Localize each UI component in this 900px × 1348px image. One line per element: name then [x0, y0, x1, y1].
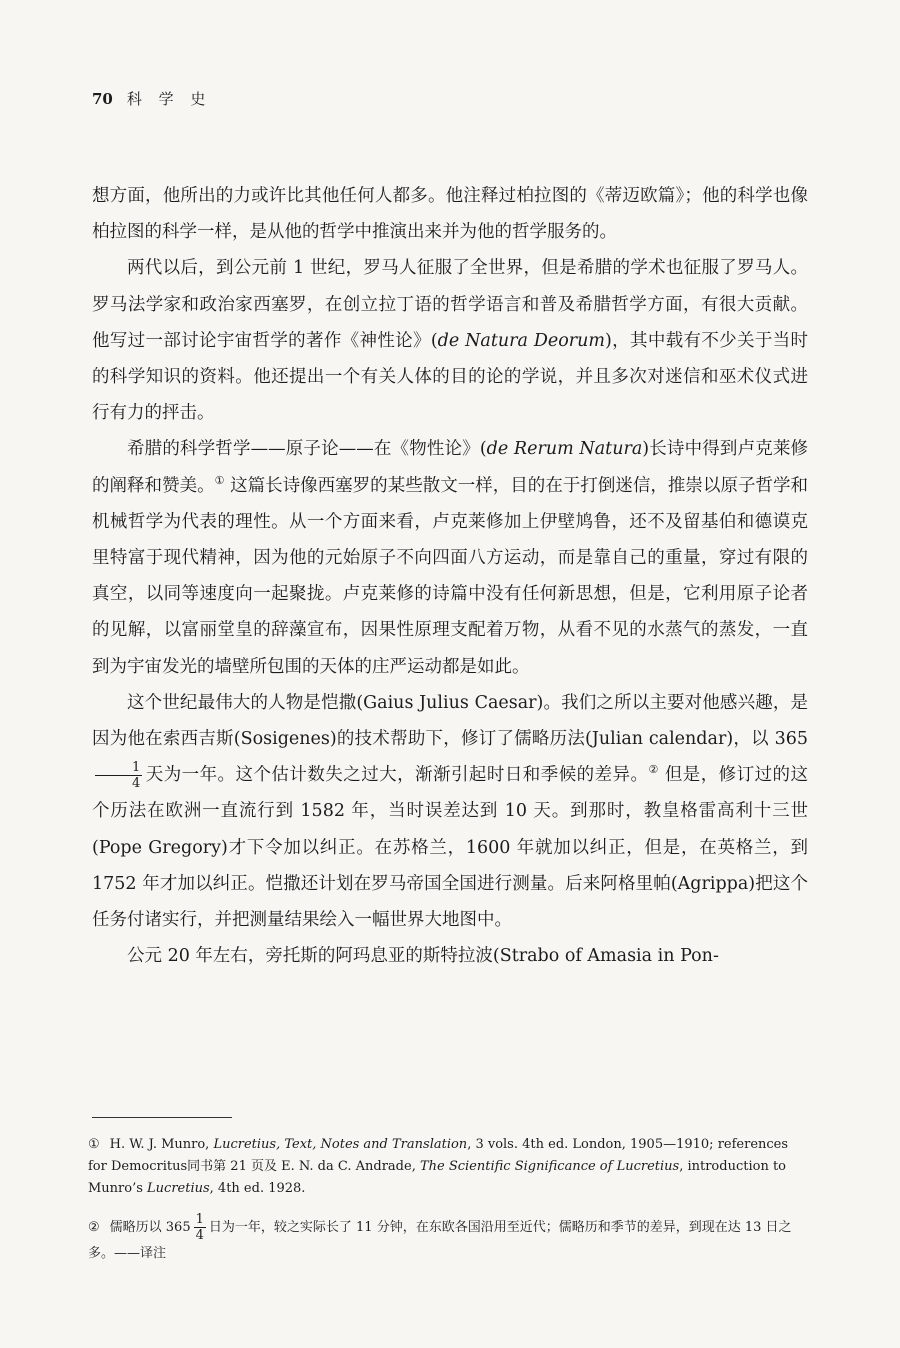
footnote-ref-1[interactable]: ① — [214, 473, 225, 487]
running-title: 科 学 史 — [126, 90, 212, 108]
footnote-1-text-b: , 3 vols. 4th ed. London, 1905—1910; references for Democritus同书第 21 页及 E. N. da C. Andrade, — [88, 1137, 789, 1174]
footnote-1 — [88, 1134, 810, 1200]
footnote-1-title-1: Lucretius, Text, Notes and Translation — [213, 1137, 468, 1152]
fraction-numerator: 1 — [95, 760, 142, 776]
latin-title-de-rerum-natura: de Rerum Natura — [486, 439, 643, 460]
paragraph-3-text-c: 这篇长诗像西塞罗的某些散文一样，目的在于打倒迷信，推崇以原子哲学和机械哲学为代表的理性。从一个方面来看，卢克莱修加上伊壁鸠鲁，还不及留基伯和德谟克里特富于现代精神，因为他的元始原子不向四面八方运动，而是靠自己的重量，穿过有限的真空，以同等速度向一起聚拢。卢克莱修的诗篇中没有任何新思想，但是，它利用原子论者的见解，以富丽堂皇的辞藻宣布，因果性原理支配着万物，从看不见的水蒸气的蒸发，一直到为宇宙发光的墙壁所包围的天体的庄严运动都是如此。 — [92, 475, 809, 677]
footnote-2 — [88, 1212, 810, 1265]
footnote-fraction-numerator: 1 — [195, 1212, 204, 1227]
footnote-fraction — [194, 1212, 206, 1243]
footnote-2-text-b: 日为一年，较之实际长了 11 分钟，在东欧各国沿用至近代；儒略历和季节的差异，到现在达 13 日之多。——译注 — [88, 1220, 792, 1261]
fraction-denominator: 4 — [132, 776, 141, 792]
paragraph-4-text-a: 这个世纪最伟大的人物是恺撒(Gaius Julius Caesar)。我们之所以主要对他感兴趣，是因为他在索西吉斯(Sosigenes)的技术帮助下，修订了儒略历法(Julian calendar)，以 365 — [92, 692, 808, 750]
fraction-one-quarter — [95, 760, 142, 791]
paragraph-4 — [92, 685, 808, 938]
footnote-1-title-2: The Scientific Significance of Lucretius — [419, 1159, 680, 1174]
footnote-2-mark: ② — [88, 1220, 100, 1235]
paragraph-3 — [92, 431, 808, 684]
paragraph-3-text-b: )长诗中得到卢克莱修的阐释和赞美。 — [92, 439, 809, 496]
paragraph-2-text-b: )，其中载有不少关于当时的科学知识的资料。他还提出一个有关人体的目的论的学说，并且多次对迷信和巫术仪式进行有力的抨击。 — [92, 330, 809, 424]
footnote-1-mark: ① — [88, 1137, 100, 1152]
running-header — [92, 88, 211, 109]
footnote-divider — [92, 1117, 232, 1118]
paragraph-4-text-c: 但是，修订过的这个历法在欧洲一直流行到 1582 年，当时误差达到 10 天。到那时，教皇格雷高利十三世(Pope Gregory)才下令加以纠正。在苏格兰，1600 年就加以纠正，但是，在英格兰，到 1752 年才加以纠正。恺撒还计划在罗马帝国全国进行测量。后来阿格里帕(Agrippa)把这个任务付诸实行，并把测量结果绘入一幅世界大地图中。 — [92, 765, 808, 931]
paragraph-2 — [92, 250, 808, 431]
paragraph-2-text-a: 两代以后，到公元前 1 世纪，罗马人征服了全世界，但是希腊的学术也征服了罗马人。罗马法学家和政治家西塞罗，在创立拉丁语的哲学语言和普及希腊哲学方面，有很大贡献。他写过一部讨论宇宙哲学的著作《神性论》( — [92, 258, 808, 351]
paragraph-5: 公元 20 年左右，旁托斯的阿玛息亚的斯特拉波(Strabo of Amasia in Pon- — [127, 946, 719, 967]
latin-title-de-natura-deorum: de Natura Deorum — [437, 330, 606, 351]
footnote-1-text-a: H. W. J. Munro, — [109, 1137, 214, 1152]
paragraph-1: 想方面，他所出的力或许比其他任何人都多。他注释过柏拉图的《蒂迈欧篇》；他的科学也像柏拉图的科学一样，是从他的哲学中推演出来并为他的哲学服务的。 — [92, 186, 808, 243]
footnotes — [88, 1134, 810, 1277]
body-text — [92, 178, 808, 974]
footnote-1-text-d: , 4th ed. 1928. — [209, 1181, 306, 1196]
paragraph-4-text-b: 天为一年。这个估计数失之过大，渐渐引起时日和季候的差异。 — [145, 765, 649, 786]
footnote-1-title-3: Lucretius — [147, 1181, 210, 1196]
footnote-2-text-a: 儒略历以 365 — [109, 1220, 191, 1235]
footnote-1-text-c: , introduction to Munro’s — [88, 1159, 787, 1196]
paragraph-3-text-a: 希腊的科学哲学——原子论——在《物性论》( — [127, 439, 487, 460]
footnote-fraction-denominator: 4 — [195, 1228, 204, 1243]
footnote-ref-2[interactable]: ② — [648, 763, 659, 777]
page-number: 70 — [92, 90, 113, 108]
